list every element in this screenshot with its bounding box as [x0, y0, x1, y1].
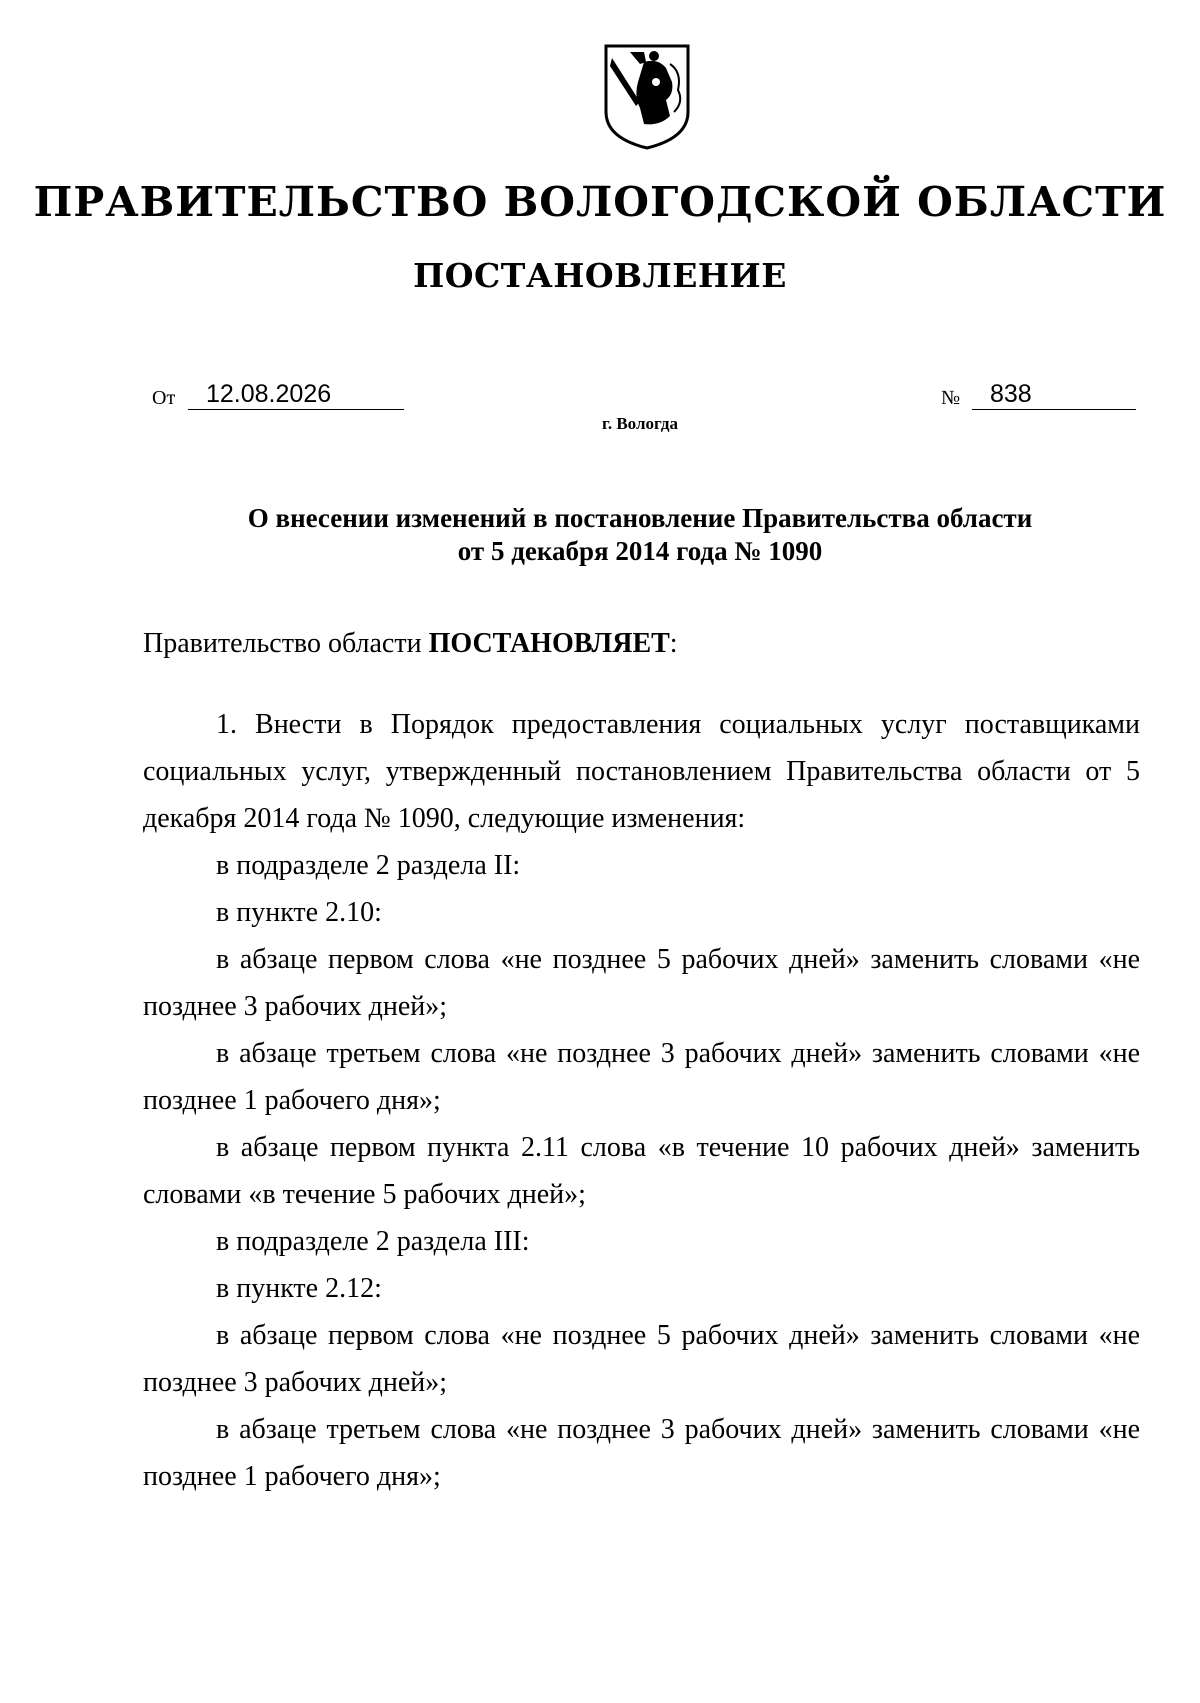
- subject-line-1: О внесении изменений в постановление Правительства области: [247, 503, 1033, 533]
- paragraph-10: в абзаце третьем слова «не позднее 3 рабочих дней» заменить словами «не позднее 1 рабочего дня»;: [143, 1414, 1140, 1492]
- document-subject: [140, 502, 1140, 568]
- intro-text: Правительство области: [143, 628, 422, 659]
- paragraph-9: в абзаце первом слова «не позднее 5 рабочих дней» заменить словами «не позднее 3 рабочих дней»;: [143, 1320, 1140, 1398]
- intro-paragraph: [143, 620, 1140, 667]
- city-name: г. Вологда: [602, 414, 678, 433]
- intro-colon: :: [669, 628, 678, 659]
- date-label: От: [152, 387, 176, 409]
- paragraph-1: 1. Внести в Порядок предоставления социальных услуг поставщиками социальных услуг, утвержденный постановлением Правительства области от 5 декабря 2014 года № 1090, следующие изменения:: [143, 709, 1140, 834]
- government-title: ПРАВИТЕЛЬСТВО ВОЛОГОДСКОЙ ОБЛАСТИ: [33, 178, 1167, 226]
- document-type: ПОСТАНОВЛЕНИЕ: [413, 256, 787, 295]
- intro-keyword: ПОСТАНОВЛЯЕТ: [428, 628, 670, 659]
- paragraph-3: в пункте 2.10:: [216, 897, 382, 928]
- paragraph-6: в абзаце первом пункта 2.11 слова «в течение 10 рабочих дней» заменить словами «в течение 5 рабочих дней»;: [143, 1132, 1140, 1210]
- paragraph-4: в абзаце первом слова «не позднее 5 рабочих дней» заменить словами «не позднее 3 рабочих дней»;: [143, 944, 1140, 1022]
- document-body: [143, 620, 1140, 1500]
- paragraph-2: в подразделе 2 раздела II:: [216, 850, 521, 881]
- paragraph-8: в пункте 2.12:: [216, 1273, 382, 1304]
- coat-of-arms-icon: [600, 42, 694, 152]
- document-number: 838: [972, 379, 1136, 410]
- number-label: №: [941, 387, 961, 409]
- document-date: 12.08.2026: [188, 379, 404, 410]
- paragraph-5: в абзаце третьем слова «не позднее 3 рабочих дней» заменить словами «не позднее 1 рабочего дня»;: [143, 1038, 1140, 1116]
- subject-line-2: от 5 декабря 2014 года № 1090: [457, 536, 823, 566]
- paragraph-7: в подразделе 2 раздела III:: [216, 1226, 530, 1257]
